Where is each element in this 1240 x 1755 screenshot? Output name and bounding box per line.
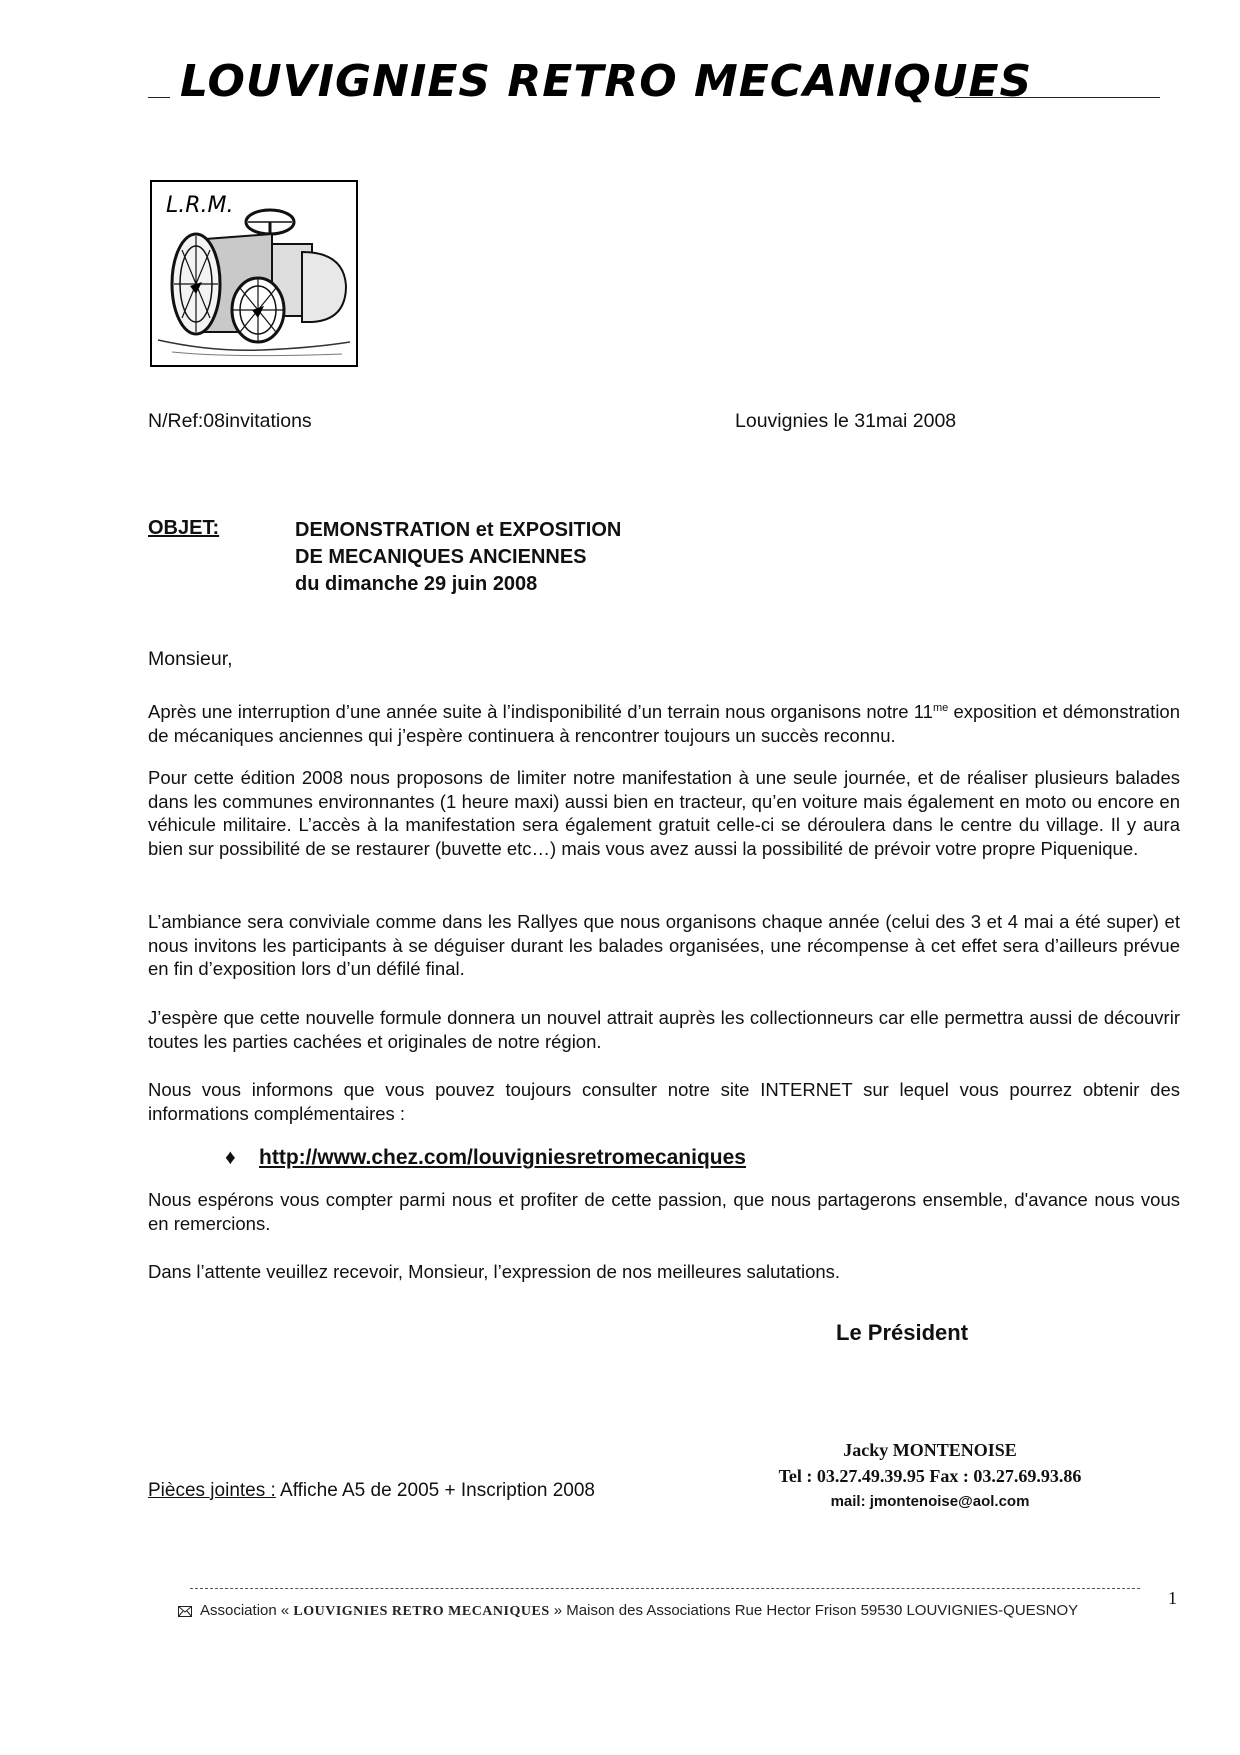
contact-email: mail: jmontenoise@aol.com <box>830 1493 1030 1510</box>
reference-number: N/Ref:08invitations <box>148 410 312 432</box>
object-label: OBJET: <box>148 517 220 539</box>
paragraph-thanks: Nous espérons vous compter parmi nous et profiter de cette passion, que nous partagerons ensemble, d'avance nous vous en remercions. <box>148 1189 1180 1234</box>
envelope-icon <box>178 1604 192 1621</box>
paragraph-intro-end: exposition et démonstration de mécaniques anciennes qui j’espère continuera à rencontrer toujours un succès reconnu. <box>148 701 1181 746</box>
club-logo <box>150 180 358 367</box>
object-line: du dimanche 29 juin 2008 <box>295 573 538 595</box>
footer-address-text: » Maison des Associations Rue Hector Frison 59530 LOUVIGNIES-QUESNOY <box>549 1602 1079 1619</box>
header-rule-right <box>955 97 1160 98</box>
place-and-date: Louvignies le 31mai 2008 <box>735 410 957 432</box>
footer-rule <box>190 1588 1140 1589</box>
letterhead-title: LOUVIGNIES RETRO MECANIQUES <box>180 56 1033 107</box>
paragraph-closing: Dans l’attente veuillez recevoir, Monsieur, l’expression de nos meilleures salutations. <box>148 1261 841 1282</box>
paragraph-website: Nous vous informons que vous pouvez toujours consulter notre site INTERNET sur lequel vous pourrez obtenir des informations complémentaires : <box>148 1079 1180 1124</box>
paragraph-edition: Pour cette édition 2008 nous proposons de limiter notre manifestation à une seule journée, et de réaliser plusieurs balades dans les communes environnantes (1 heure maxi) aussi bien en tracteur, qu’en voiture mais également en moto ou encore en véhicule militaire. L’accès à la manifestation sera également gratuit celle-ci se déroulera dans le centre du village. Il y aura bien sur possibilité de se restaurer (buvette etc…) mais vous avez aussi la possibilité de prévoir votre propre Piquenique. <box>148 767 1180 859</box>
ordinal-suffix: me <box>932 702 949 714</box>
paragraph-ambiance: L’ambiance sera conviviale comme dans les Rallyes que nous organisons chaque année (celui des 3 et 4 mai a été super) et nous invitons les participants à se déguiser durant les balades organisées, une récompense à cet effet sera d’ailleurs prévue en fin d’exposition lors d’un défilé final. <box>148 911 1180 979</box>
signatory-name: Jacky MONTENOISE <box>843 1440 1017 1460</box>
website-link[interactable]: http://www.chez.com/louvigniesretromecaniques <box>259 1146 746 1169</box>
salutation: Monsieur, <box>148 648 233 670</box>
object-line: DEMONSTRATION et EXPOSITION <box>295 519 622 541</box>
logo-text: L.R.M. <box>166 193 234 218</box>
website-link-row <box>225 1146 746 1170</box>
page-number: 1 <box>1168 1588 1177 1608</box>
signoff-title: Le Président <box>836 1320 969 1345</box>
paragraph-intro-start: Après une interruption d’une année suite à l’indisponibilité d’un terrain nous organisons notre 11 <box>148 701 933 723</box>
tractor-illustration <box>152 182 356 365</box>
object-lines <box>295 517 621 598</box>
diamond-bullet-icon: ♦ <box>225 1146 236 1169</box>
footer-org-name: LOUVIGNIES RETRO MECANIQUES <box>293 1604 550 1619</box>
header-rule-left <box>148 97 170 98</box>
footer-address <box>178 1602 1078 1621</box>
attachments-label: Pièces jointes : <box>148 1480 276 1501</box>
paragraph-formula: J’espère que cette nouvelle formule donnera un nouvel attrait auprès les collectionneurs car elle permettra aussi de découvrir toutes les parties cachées et originales de notre région. <box>148 1007 1180 1052</box>
attachments-text: Affiche A5 de 2005 + Inscription 2008 <box>275 1480 595 1501</box>
footer-prefix: Association « <box>200 1602 294 1619</box>
contact-phones: Tel : 03.27.49.39.95 Fax : 03.27.69.93.86 <box>778 1466 1082 1486</box>
object-line: DE MECANIQUES ANCIENNES <box>295 546 587 568</box>
paragraph-intro <box>148 697 1180 747</box>
attachments <box>148 1480 595 1502</box>
